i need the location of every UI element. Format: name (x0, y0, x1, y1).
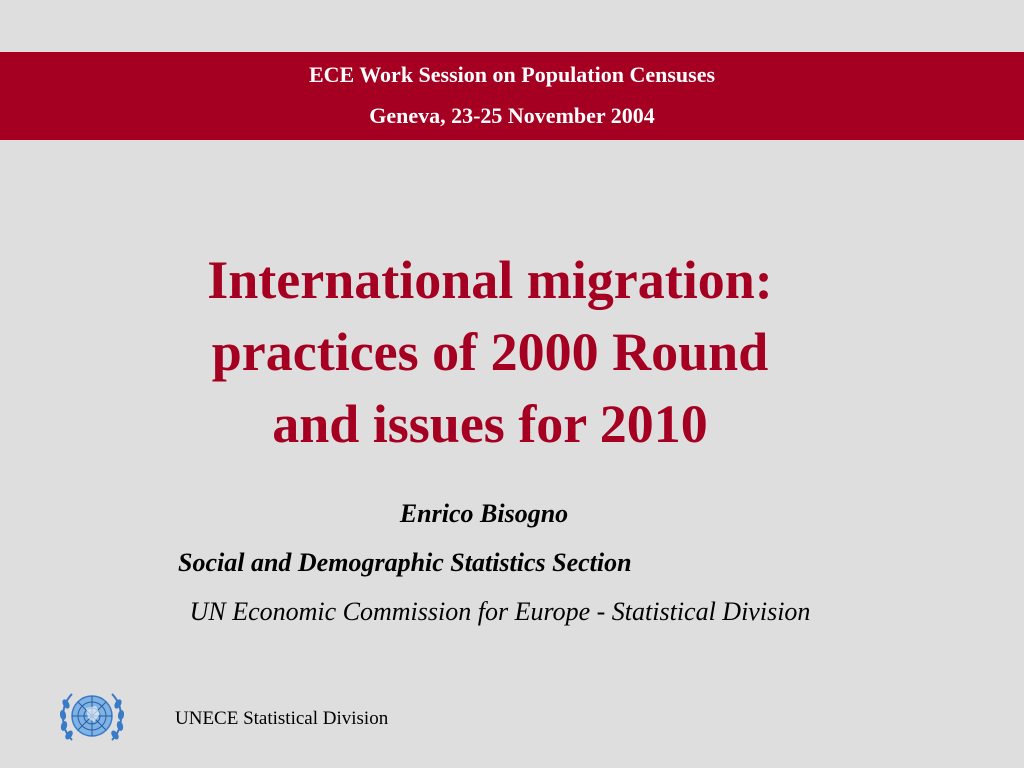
slide-title (120, 244, 860, 460)
slide-title-line-2: practices of 2000 Round (211, 322, 769, 382)
slide-title-line-3: and issues for 2010 (272, 394, 708, 454)
footer-text: UNECE Statistical Division (175, 708, 389, 729)
conference-location-date: Geneva, 23-25 November 2004 (369, 103, 655, 128)
un-emblem-icon (58, 688, 126, 746)
presenter-organization: UN Economic Commission for Europe - Statistical Division (189, 597, 811, 626)
slide-title-line-1: International migration: (207, 250, 773, 310)
presenter-name: Enrico Bisogno (399, 499, 569, 528)
conference-title: ECE Work Session on Population Censuses (308, 62, 716, 87)
presenter-section: Social and Demographic Statistics Section (178, 548, 632, 577)
